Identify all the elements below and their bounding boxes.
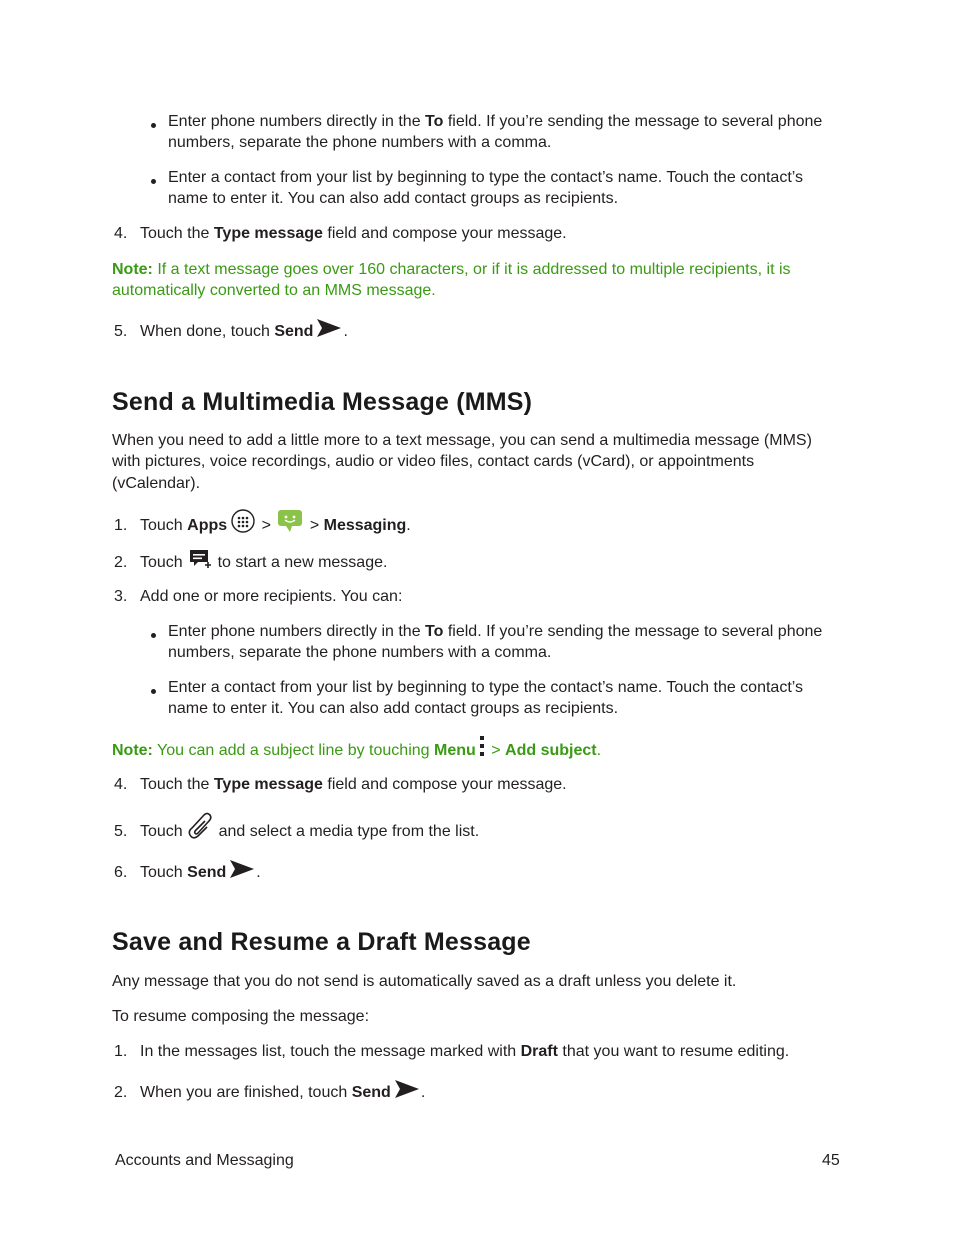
note: Note: If a text message goes over 160 characters, or if it is addressed to multiple recipients, it is [112, 261, 791, 278]
step-number: 6. [114, 864, 128, 881]
page-number: 45 [822, 1152, 840, 1169]
bullet-text: Enter phone numbers directly in the To field. If you’re sending the message to several phone [168, 113, 823, 130]
apps-icon [230, 508, 256, 534]
note-cont: automatically converted to an MMS message. [112, 282, 436, 299]
step-text: Touch Send . [140, 862, 261, 883]
bullet-dot [151, 689, 156, 694]
send-icon [394, 1078, 420, 1100]
paragraph: Any message that you do not send is automatically saved as a draft unless you delete it. [112, 973, 737, 990]
step-text: In the messages list, touch the message marked with Draft that you want to resume editing. [140, 1043, 790, 1060]
step-text: Touch to start a new message. [140, 552, 387, 573]
step-text: Touch the Type message field and compose your message. [140, 776, 567, 793]
menu-icon [478, 734, 486, 758]
step-number: 3. [114, 588, 128, 605]
note: Note: You can add a subject line by touching Menu > Add subject. [112, 740, 601, 761]
step-text: Touch the Type message field and compose your message. [140, 225, 567, 242]
step-number: 1. [114, 1043, 128, 1060]
bullet-dot [151, 123, 156, 128]
paragraph: When you need to add a little more to a text message, you can send a multimedia message (MMS) [112, 432, 812, 449]
step-text: When you are finished, touch Send . [140, 1082, 425, 1103]
bullet-text-cont: numbers, separate the phone numbers with a comma. [168, 644, 552, 661]
paragraph: To resume composing the message: [112, 1008, 370, 1025]
step-text: Touch Apps > > Messaging. [140, 515, 411, 536]
step-number: 5. [114, 823, 128, 840]
step-number: 5. [114, 323, 128, 340]
bullet-dot [151, 179, 156, 184]
bullet-text-cont: name to enter it. You can also add contact groups as recipients. [168, 700, 619, 717]
step-number: 2. [114, 1084, 128, 1101]
bullet-text: Enter a contact from your list by beginning to type the contact’s name. Touch the contact’s [168, 169, 804, 186]
paragraph: with pictures, voice recordings, audio or video files, contact cards (vCard), or appointments [112, 453, 755, 470]
footer-section-title: Accounts and Messaging [115, 1152, 294, 1169]
step-number: 1. [114, 517, 128, 534]
send-icon [316, 317, 342, 339]
bullet-dot [151, 633, 156, 638]
bullet-text: Enter a contact from your list by beginning to type the contact’s name. Touch the contact’s [168, 679, 804, 696]
step-text: Touch and select a media type from the list. [140, 821, 479, 842]
section-heading-draft: Save and Resume a Draft Message [112, 928, 531, 956]
step-number: 4. [114, 776, 128, 793]
step-text: Add one or more recipients. You can: [140, 588, 403, 605]
bullet-text-cont: name to enter it. You can also add contact groups as recipients. [168, 190, 619, 207]
bullet-text-cont: numbers, separate the phone numbers with a comma. [168, 134, 552, 151]
step-number: 2. [114, 554, 128, 571]
section-heading-mms: Send a Multimedia Message (MMS) [112, 388, 533, 416]
messaging-icon [276, 508, 304, 534]
new-message-icon [189, 548, 213, 570]
send-icon [229, 858, 255, 880]
bullet-text: Enter phone numbers directly in the To field. If you’re sending the message to several phone [168, 623, 823, 640]
step-text: When done, touch Send . [140, 321, 348, 342]
paragraph: (vCalendar). [112, 475, 201, 492]
step-number: 4. [114, 225, 128, 242]
paperclip-icon [188, 811, 214, 839]
